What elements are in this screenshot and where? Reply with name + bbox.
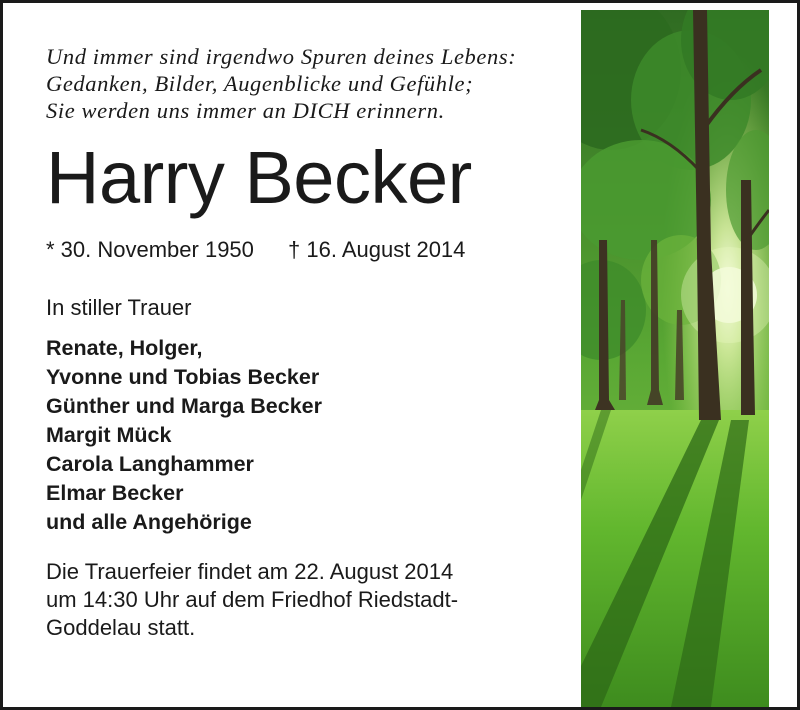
funeral-line-3: Goddelau statt. (46, 615, 196, 640)
memorial-quote (46, 43, 576, 124)
text-column (46, 43, 576, 642)
funeral-line-1: Die Trauerfeier findet am 22. August 2014 (46, 559, 454, 584)
quote-line-1: Und immer sind irgendwo Spuren deines Lebens: (46, 44, 517, 69)
mourner-line: Carola Langhammer (46, 452, 254, 476)
life-dates (46, 236, 576, 264)
quote-line-3: Sie werden uns immer an DICH erinnern. (46, 98, 445, 123)
mourner-line: Elmar Becker (46, 481, 184, 505)
quote-line-2: Gedanken, Bilder, Augenblicke und Gefühle; (46, 71, 474, 96)
mourning-heading: In stiller Trauer (46, 295, 192, 320)
mourner-line: Margit Mück (46, 423, 172, 447)
mourners-list (46, 334, 576, 537)
park-trees-illustration (581, 10, 769, 707)
death-date: † 16. August 2014 (288, 237, 466, 262)
mourner-line: Yvonne und Tobias Becker (46, 365, 320, 389)
deceased-name: Harry Becker (46, 136, 472, 219)
birth-date: * 30. November 1950 (46, 237, 254, 262)
funeral-line-2: um 14:30 Uhr auf dem Friedhof Riedstadt- (46, 587, 459, 612)
funeral-info (46, 558, 576, 642)
mourner-line: Günther und Marga Becker (46, 394, 322, 418)
mourner-line: und alle Angehörige (46, 510, 252, 534)
mourner-line: Renate, Holger, (46, 336, 203, 360)
park-trees-image (581, 10, 769, 707)
